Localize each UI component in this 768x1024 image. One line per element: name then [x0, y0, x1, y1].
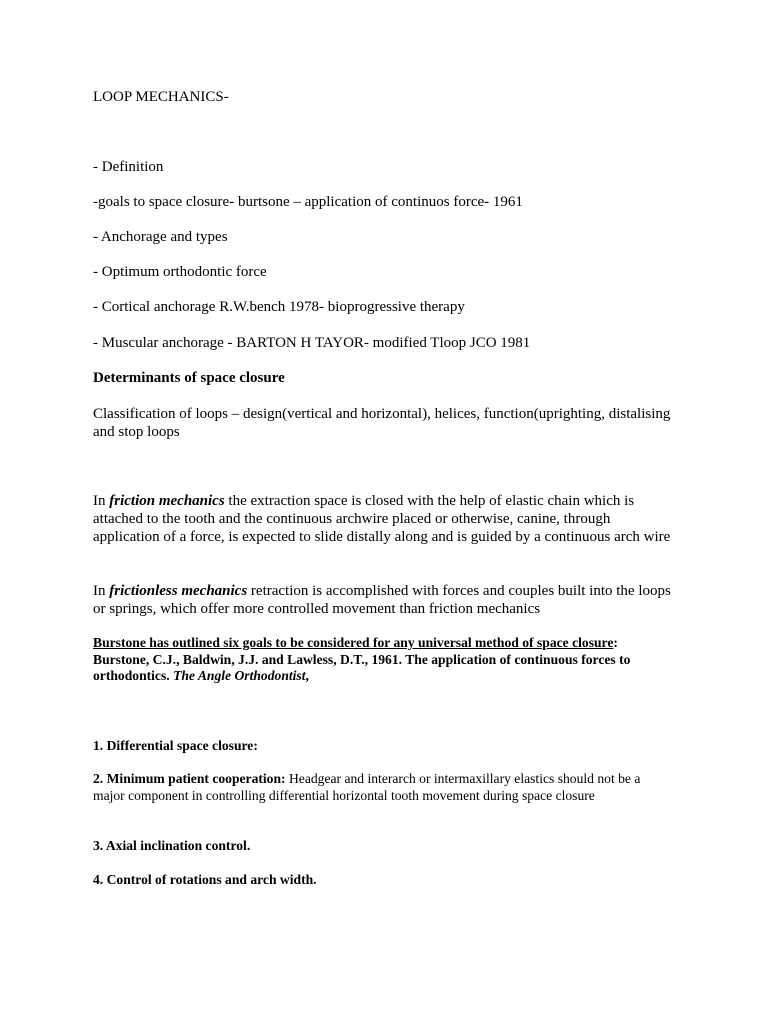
document-title: LOOP MECHANICS- — [93, 89, 229, 105]
bullet-muscular-anchorage: - Muscular anchorage - BARTON H TAYOR- modified Tloop JCO 1981 — [93, 335, 531, 351]
friction-paragraph — [93, 492, 673, 546]
bullet-optimum-force: - Optimum orthodontic force — [93, 264, 267, 280]
goal-4 — [93, 872, 673, 889]
burstone-underlined: Burstone has outlined six goals to be considered for any universal method of space closure — [93, 635, 614, 650]
burstone-tail: , — [305, 668, 309, 683]
goal-2-text: Headgear and interarch or intermaxillary elastics should not be a major component in controlling differential horizontal tooth movement during space closure — [93, 771, 641, 803]
classification-paragraph: Classification of loops – design(vertical and horizontal), helices, function(uprighting, distalising and stop loops — [93, 406, 671, 440]
frictionless-prefix: In — [93, 583, 110, 599]
bullet-goals: -goals to space closure- burtsone – application of continuos force- 1961 — [93, 194, 523, 210]
burstone-citation: : Burstone, C.J., Baldwin, J.J. and Lawless, D.T., 1961. The application of continuous forces to orthodontics. — [93, 635, 631, 683]
burstone-journal: The Angle Orthodontist — [173, 668, 306, 683]
friction-prefix: In — [93, 493, 110, 509]
frictionless-term: frictionless mechanics — [109, 583, 248, 599]
frictionless-rest: retraction is accomplished with forces and couples built into the loops or springs, which offer more controlled movement than friction mechanics — [93, 583, 671, 617]
determinants-heading-text: Determinants of space closure — [93, 370, 285, 386]
bullet-cortical-anchorage: - Cortical anchorage R.W.bench 1978- bioprogressive therapy — [93, 299, 465, 315]
friction-term: friction mechanics — [109, 493, 225, 509]
friction-rest: the extraction space is closed with the help of elastic chain which is attached to the tooth and the continuous archwire placed or otherwise, canine, through application of a force, is expected to slide distally along and is guided by a continuous arch wire — [93, 493, 671, 545]
goal-1 — [93, 738, 673, 755]
goal-3-heading: 3. Axial inclination control. — [93, 838, 251, 853]
determinants-heading — [93, 369, 673, 387]
goal-4-heading: 4. Control of rotations and arch width. — [93, 872, 317, 887]
goal-3 — [93, 838, 673, 855]
burstone-paragraph — [93, 635, 673, 685]
frictionless-paragraph — [93, 582, 673, 618]
goal-1-heading: 1. Differential space closure: — [93, 738, 258, 753]
bullet-anchorage: - Anchorage and types — [93, 229, 228, 245]
bullet-definition: - Definition — [93, 159, 164, 175]
goal-2-heading: 2. Minimum patient cooperation: — [93, 771, 286, 786]
goal-2 — [93, 771, 673, 804]
